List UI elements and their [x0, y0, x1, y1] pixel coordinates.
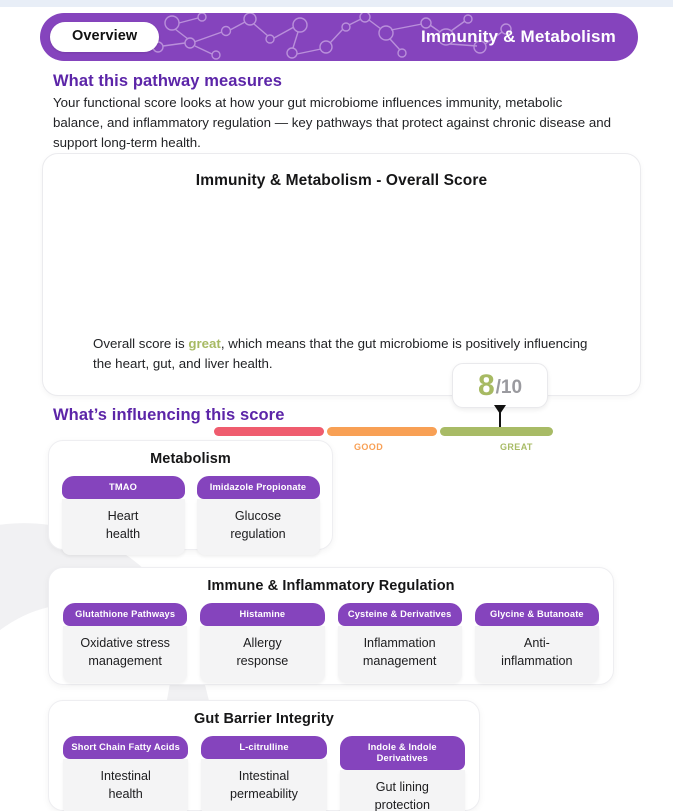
- chip-label: Cysteine & Derivatives: [338, 603, 462, 626]
- score-scale-bar: [214, 427, 553, 436]
- score-description-before: Overall score is: [93, 336, 189, 351]
- chip-label: Glycine & Butanoate: [475, 603, 599, 626]
- group-title: Immune & Inflammatory Regulation: [207, 578, 455, 594]
- chip-detail: Intestinal health: [63, 759, 188, 811]
- section-heading-influencing: What’s influencing this score: [53, 406, 285, 424]
- chip-detail: Heart health: [62, 499, 185, 555]
- score-denominator: /10: [495, 377, 523, 398]
- influencer-chip[interactable]: [201, 736, 326, 811]
- chip-label: Short Chain Fatty Acids: [63, 736, 188, 759]
- chip-label: Histamine: [200, 603, 324, 626]
- influencer-chip[interactable]: [62, 476, 185, 555]
- chip-label: TMAO: [62, 476, 185, 499]
- chip-row: [49, 476, 332, 555]
- influencing-group-card: [48, 440, 333, 550]
- chip-detail: Gut lining protection: [340, 770, 465, 811]
- influencer-chip[interactable]: [200, 603, 324, 682]
- chip-label: Imidazole Propionate: [197, 476, 320, 499]
- section-heading-measures: What this pathway measures: [53, 72, 283, 90]
- influencer-chip[interactable]: [63, 736, 188, 811]
- chip-detail: Anti- inflammation: [475, 626, 599, 682]
- chip-row: [49, 736, 479, 811]
- score-description: [93, 334, 608, 375]
- group-title: Metabolism: [150, 451, 231, 467]
- group-title: Gut Barrier Integrity: [194, 711, 334, 727]
- score-value: 8: [477, 368, 495, 402]
- influencer-chip[interactable]: [197, 476, 320, 555]
- chip-detail: Allergy response: [200, 626, 324, 682]
- scale-segment-great: [440, 427, 553, 436]
- page-title: Immunity & Metabolism: [420, 27, 616, 46]
- scale-label-good: GOOD: [354, 442, 384, 452]
- score-card-title: Immunity & Metabolism - Overall Score: [195, 172, 488, 189]
- chip-label: Glutathione Pathways: [63, 603, 187, 626]
- chip-detail: Oxidative stress management: [63, 626, 187, 682]
- influencer-chip[interactable]: [63, 603, 187, 682]
- influencer-chip[interactable]: [475, 603, 599, 682]
- chip-row: [49, 603, 613, 682]
- influencing-group-card: [48, 700, 480, 811]
- measures-body-text: Your functional score looks at how your gut microbiome influences immunity, metabolic balance, and inflammatory regulation — key pathways that protect against chronic disease and support long-term health.: [53, 95, 612, 151]
- chip-label: L-citrulline: [201, 736, 326, 759]
- chip-detail: Intestinal permeability: [201, 759, 326, 811]
- influencer-chip[interactable]: [340, 736, 465, 811]
- chip-detail: Glucose regulation: [197, 499, 320, 555]
- influencing-group-card: [48, 567, 614, 685]
- score-description-highlight: great: [188, 336, 221, 351]
- score-description-after: , which means that the gut microbiome is positively influencing the heart, gut, and liver health.: [93, 336, 588, 372]
- scale-segment-poor: [214, 427, 324, 436]
- overview-pill-button[interactable]: Overview: [50, 22, 159, 52]
- chip-detail: Inflammation management: [338, 626, 462, 682]
- page-header-bar: [40, 13, 638, 61]
- scale-segment-good: [327, 427, 437, 436]
- chip-label: Indole & Indole Derivatives: [340, 736, 465, 770]
- influencer-chip[interactable]: [338, 603, 462, 682]
- scale-label-great: GREAT: [500, 442, 533, 452]
